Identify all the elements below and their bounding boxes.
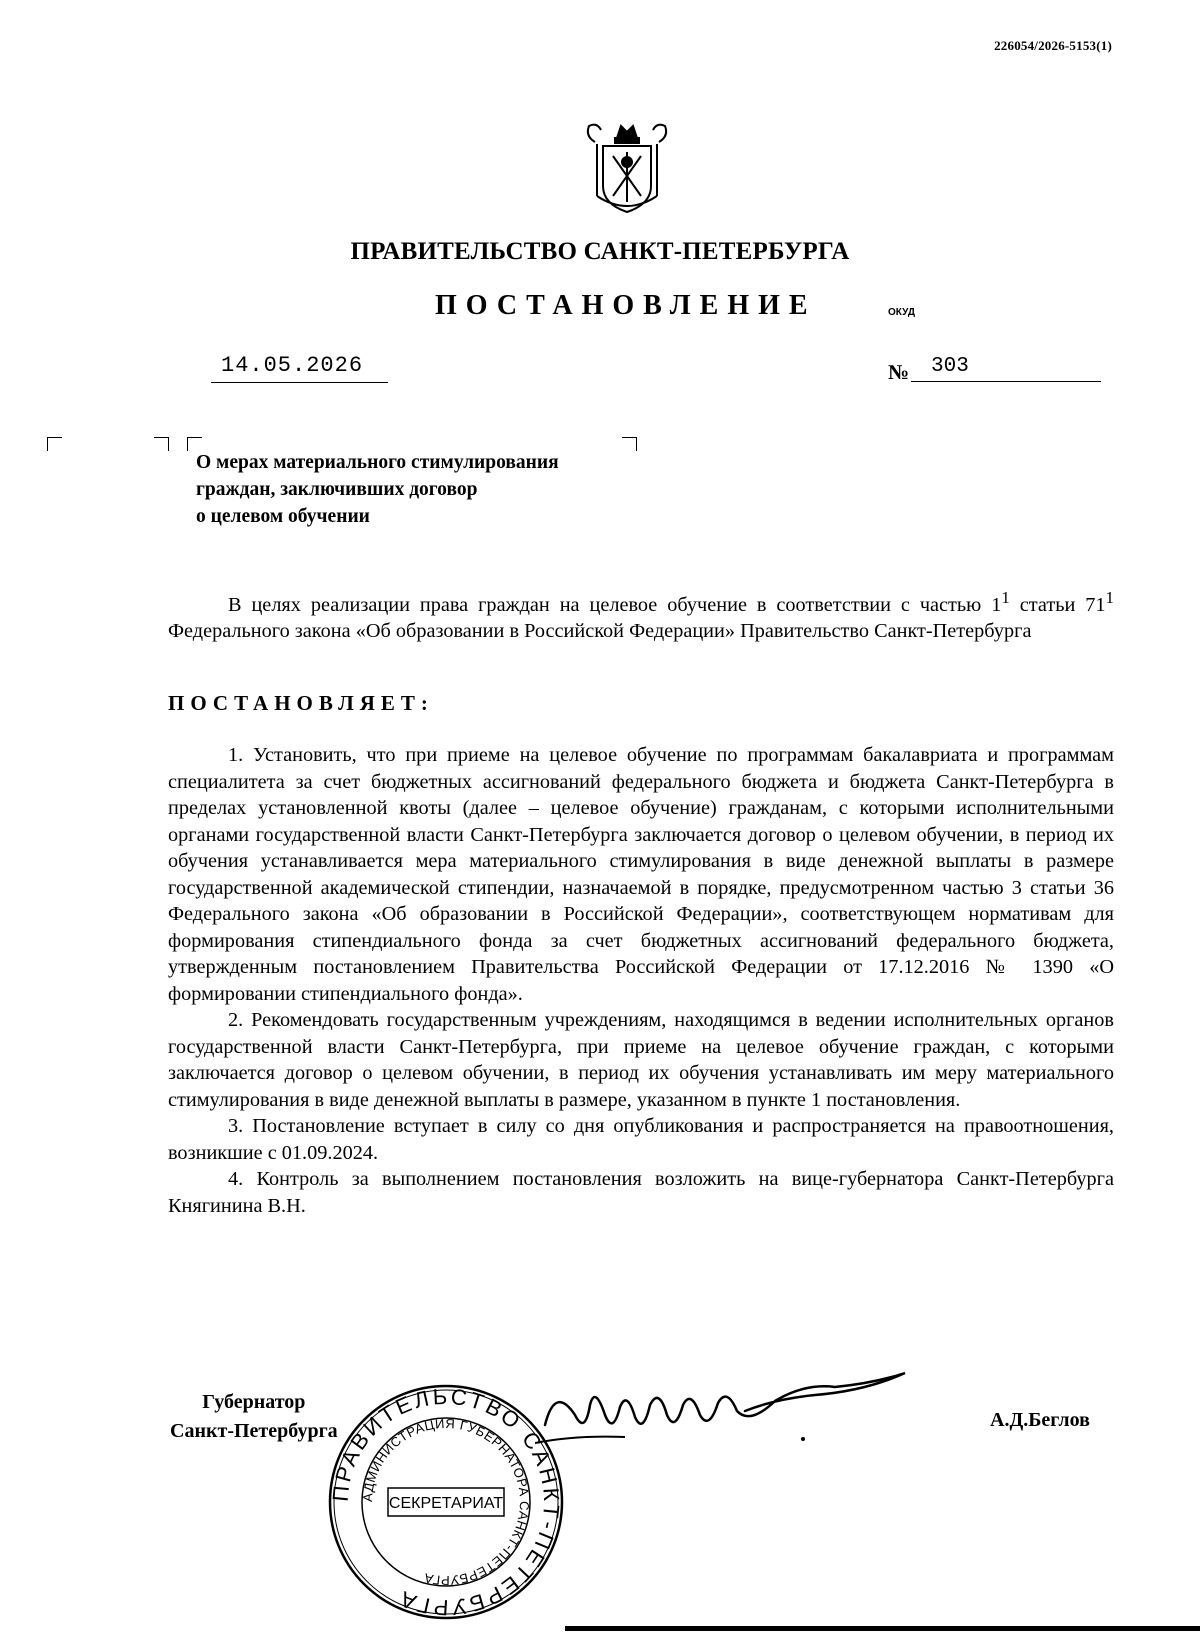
official-seal [326, 1382, 566, 1622]
coat-of-arms-icon [577, 116, 677, 221]
handwritten-signature [535, 1365, 935, 1455]
position-line: Санкт-Петербурга [170, 1420, 338, 1442]
registration-number: 226054/2026-5153(1) [994, 38, 1112, 53]
seal-center-text: СЕКРЕТАРИАТ [388, 1495, 504, 1512]
resolve-heading: ПОСТАНОВЛЯЕТ: [168, 691, 434, 715]
preamble-text: Федерального закона «Об образовании в Российской Федерации» Правительство Санкт-Петербурга [168, 620, 1032, 643]
title-line: О мерах материального стимулирования [196, 452, 559, 473]
superscript: 1 [1001, 588, 1010, 607]
seal-inner-text: АДМИНИСТРАЦИЯ ГУБЕРНАТОРА САНКТ-ПЕТЕРБУРГА [359, 1415, 533, 1589]
okud-label: ОКУД [888, 307, 915, 318]
preamble-text: В целях реализации права граждан на целевое обучение в соответствии с частью 1 [228, 593, 1002, 616]
resolution-items [168, 742, 1114, 1219]
resolution-item: 3. Постановление вступает в силу со дня опубликования и распространяется на правоотношения, возникшие с 01.09.2024. [168, 1115, 1114, 1164]
preamble [168, 585, 1114, 645]
resolution-item: 4. Контроль за выполнением постановления возложить на вице-губернатора Санкт-Петербурга Княгинина В.Н. [168, 1168, 1114, 1217]
number-label: № [888, 360, 910, 384]
seal-outer-text: ПРАВИТЕЛЬСТВО САНКТ-ПЕТЕРБУРГА [327, 1383, 565, 1621]
corner-mark [622, 437, 637, 451]
title-line: граждан, заключивших договор [196, 479, 478, 500]
document-title [196, 449, 559, 530]
corner-mark [154, 437, 169, 451]
title-line: о целевом обучении [196, 506, 370, 527]
signatory-position [170, 1388, 338, 1446]
superscript: 1 [1105, 588, 1114, 607]
resolution-item: 2. Рекомендовать государственным учреждениям, находящимся в ведении исполнительных органов государственной власти Санкт-Петербурга, при приеме на целевое обучение граждан, с которыми заключается договор о целевом обучении, в период их обучения устанавливать им меру материального стимулирования в виде денежной выплаты в размере, указанном в пункте 1 постановления. [168, 1009, 1114, 1111]
document-date: 14.05.2026 [211, 353, 388, 383]
resolution-item: 1. Установить, что при приеме на целевое обучение по программам бакалавриата и программам специалитета за счет бюджетных ассигнований федерального бюджета и бюджета Санкт-Петербурга в пределах установленной квоты (далее – целевое обучение) гражданам, с которыми исполнительными органами государственной власти Санкт-Петербурга заключается договор о целевом обучении, в период их обучения устанавливается мера материального стимулирования в виде денежной выплаты в размере государственной академической стипендии, назначаемой в порядке, предусмотренном частью 3 статьи 36 Федерального закона «Об образовании в Российской Федерации», соответствующем нормативам для формирования стипендиального фонда за счет бюджетных ассигнований федерального бюджета, утвержденным постановлением Правительства Российской Федерации от 17.12.2016 № 1390 «О формировании стипендиального фонда». [168, 744, 1114, 1005]
scan-edge [565, 1626, 1200, 1631]
document-number: 303 [911, 355, 1101, 382]
government-heading: ПРАВИТЕЛЬСТВО САНКТ-ПЕТЕРБУРГА [350, 238, 850, 265]
position-line: Губернатор [202, 1391, 306, 1413]
corner-mark [47, 437, 62, 451]
preamble-text: статьи 71 [1009, 593, 1106, 616]
document-type: ПОСТАНОВЛЕНИЕ [435, 290, 817, 321]
signatory-name: А.Д.Беглов [990, 1409, 1090, 1431]
